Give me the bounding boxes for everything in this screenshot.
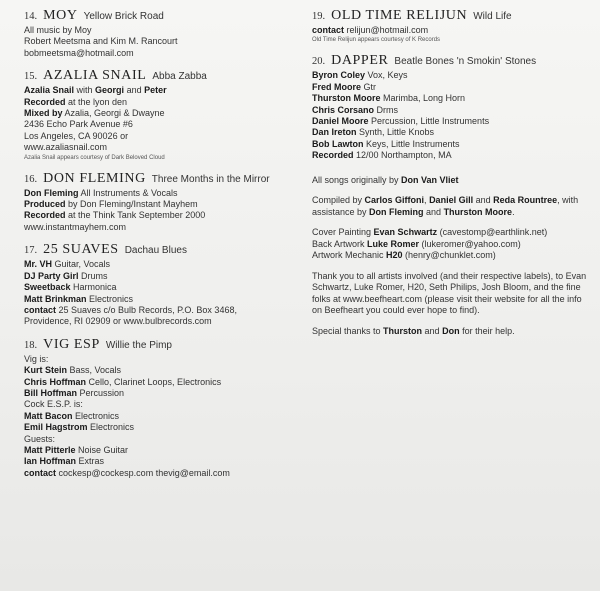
credit-line	[24, 210, 286, 221]
credit-line	[312, 70, 587, 81]
song-title: Yellow Brick Road	[83, 11, 164, 22]
credit-detail: Noise Guitar	[75, 444, 129, 455]
right-column	[312, 8, 587, 347]
track-number: 20.	[312, 56, 326, 68]
artwork-credits	[312, 227, 587, 261]
email-text: (henry@chunklet.com)	[402, 250, 496, 261]
credit-line	[24, 97, 286, 108]
connector-text: and	[124, 85, 145, 96]
songwriter-name: Don Van Vliet	[401, 174, 459, 185]
credit-line	[312, 93, 587, 104]
musician-name: Byron Coley	[312, 70, 366, 81]
credit-line	[312, 127, 587, 138]
website-line: www.azaliasnail.com	[24, 142, 108, 153]
musician-name: Sweetback	[24, 282, 71, 293]
musician-name: Chris Corsano	[312, 104, 375, 115]
assistant-name: Don Fleming	[369, 206, 424, 217]
address-line: Providence, RI 02909 or www.bulbrecords.com	[24, 316, 212, 327]
group-label: Guests:	[24, 433, 56, 444]
musician-name: Bob Lawton	[312, 138, 364, 149]
note-text: and	[422, 326, 443, 337]
track-header	[24, 242, 286, 258]
artist-name: AZALIA SNAIL	[43, 68, 147, 84]
musician-name: Ian Hoffman	[24, 456, 77, 467]
musician-name: Fred Moore	[312, 81, 362, 92]
courtesy-note: Old Time Relijun appears courtesy of K Records	[312, 37, 441, 44]
note-text: and	[423, 206, 444, 217]
credit-role: Mixed by	[24, 108, 63, 119]
song-title: Dachau Blues	[124, 245, 187, 257]
credit-detail: Vox, Keys	[365, 70, 408, 81]
email-line: bobmeetsma@hotmail.com	[24, 47, 134, 58]
artist-name: OLD TIME RELIJUN	[331, 8, 468, 23]
credit-role: Back Artwork	[312, 238, 368, 249]
thanked-name: Don	[442, 326, 460, 337]
credit-line	[24, 271, 286, 282]
track-header	[24, 68, 286, 84]
musician-name: Mr. VH	[24, 259, 53, 270]
credit-line	[24, 188, 286, 199]
credit-role: Artwork Mechanic	[312, 250, 387, 261]
track-header	[24, 8, 286, 24]
compiler-name: Reda Rountree	[493, 195, 558, 206]
track-number: 16.	[24, 173, 38, 185]
track-don-fleming	[24, 171, 286, 234]
credit-line	[312, 116, 587, 127]
compiler-name: Carlos Giffoni	[364, 195, 425, 206]
song-title: Willie the Pimp	[105, 339, 172, 351]
artist-name: DAPPER	[331, 53, 389, 69]
credit-detail: Azalia, Georgi & Dwayne	[62, 108, 165, 119]
song-title: Three Months in the Mirror	[151, 173, 270, 185]
contact-detail: 25 Suaves c/o Bulb Records, P.O. Box 3468,	[56, 304, 237, 315]
credit-detail: Drms	[374, 104, 399, 115]
contact-detail: relijun@hotmail.com	[344, 25, 429, 35]
credit-line	[24, 294, 286, 305]
credit-role: Cover Painting	[312, 227, 374, 238]
track-header	[24, 337, 286, 353]
thank-you-note: Thank you to all artists involved (and their respective labels), to Evan Schwartz, Luke Romer, H20, Seth Philips, Josh Bloom, and the fine folks at www.beefheart.com (please visit their website for all the info on Beefheart you could ever hope to find).	[312, 270, 587, 316]
credit-detail: Electronics	[87, 422, 135, 433]
credit-line	[24, 199, 286, 210]
left-column	[24, 8, 286, 488]
credit-detail: Bass, Vocals	[67, 365, 122, 376]
song-title: Beatle Bones 'n Smokin' Stones	[394, 56, 537, 68]
credit-detail: Percussion	[77, 387, 125, 398]
musician-name: Matt Brinkman	[24, 293, 87, 304]
contact-label: contact	[312, 25, 345, 35]
credit-detail: Gtr	[361, 81, 377, 92]
credit-detail: Electronics	[86, 293, 134, 304]
address-line: Los Angeles, CA 90026 or	[24, 130, 129, 141]
credit-line	[24, 85, 286, 96]
musician-name: Azalia Snail	[24, 85, 75, 96]
musician-name: Peter	[144, 85, 167, 96]
musician-name: Georgi	[95, 85, 125, 96]
credit-detail: 12/00 Northampton, MA	[353, 150, 452, 161]
credit-detail: Cello, Clarinet Loops, Electronics	[86, 376, 222, 387]
musician-name: Daniel Moore	[312, 116, 369, 127]
track-azalia-snail	[24, 68, 286, 161]
website-line: www.instantmayhem.com	[24, 221, 127, 232]
track-number: 18.	[24, 339, 38, 351]
credit-detail: by Don Fleming/Instant Mayhem	[65, 199, 198, 210]
musician-name: Matt Bacon	[24, 410, 73, 421]
artist-name: VIG ESP	[43, 336, 100, 352]
songs-origin-note	[312, 175, 587, 187]
track-number: 17.	[24, 245, 38, 257]
credit-line	[24, 108, 286, 119]
credit-line	[24, 377, 286, 388]
back-artwork-credit	[312, 239, 587, 250]
note-text: and	[473, 195, 494, 206]
musician-name: Dan Ireton	[312, 127, 357, 138]
song-title: Abba Zabba	[152, 71, 207, 83]
artist-name: MOY	[43, 8, 78, 23]
compiler-name: Daniel Gill	[429, 195, 474, 206]
connector-text: with	[74, 85, 96, 96]
musician-name: Don Fleming	[24, 187, 79, 198]
credit-detail: Extras	[76, 456, 105, 467]
track-old-time-relijun	[312, 8, 587, 44]
track-header	[312, 53, 587, 69]
note-text: .	[512, 206, 515, 217]
note-text: ,	[424, 195, 430, 206]
credit-line: All music by Moy	[24, 25, 92, 35]
song-title: Wild Life	[473, 11, 512, 22]
credit-detail: Synth, Little Knobs	[356, 127, 435, 138]
contact-line	[24, 468, 286, 479]
contact-line	[312, 25, 587, 36]
email-text: (lukeromer@yahoo.com)	[419, 238, 521, 249]
contact-detail: cockesp@cockesp.com thevig@email.com	[56, 467, 230, 478]
credit-role: Recorded	[312, 150, 354, 161]
compiled-by-note	[312, 195, 587, 218]
credit-detail: Guitar, Vocals	[52, 259, 111, 270]
artist-credit-name: Evan Schwartz	[373, 227, 438, 238]
credit-detail: Electronics	[72, 410, 120, 421]
credit-role: Recorded	[24, 210, 66, 221]
credit-detail: All Instruments & Vocals	[78, 187, 178, 198]
track-number: 15.	[24, 71, 38, 83]
artist-credit-name: Luke Romer	[367, 238, 420, 249]
credit-detail: at the Think Tank September 2000	[65, 210, 206, 221]
contact-label: contact	[24, 304, 57, 315]
credit-line	[24, 411, 286, 422]
artist-credit-name: H20	[386, 250, 403, 261]
musician-name: DJ Party Girl	[24, 270, 79, 281]
cover-painting-credit	[312, 227, 587, 238]
credit-detail: at the lyon den	[65, 96, 128, 107]
track-header	[24, 171, 286, 187]
track-moy	[24, 8, 286, 59]
artwork-mechanic-credit	[312, 250, 587, 261]
credit-role: Recorded	[24, 96, 66, 107]
credit-detail: Marimba, Long Horn	[380, 93, 466, 104]
group-label: Cock E.S.P. is:	[24, 399, 83, 410]
note-text: Special thanks to	[312, 326, 384, 337]
track-number: 14.	[24, 11, 38, 22]
musician-name: Kurt Stein	[24, 365, 68, 376]
thanked-name: Thurston	[383, 326, 423, 337]
credit-detail: Percussion, Little Instruments	[368, 116, 490, 127]
track-25-suaves	[24, 242, 286, 327]
note-text: , with assistance by	[312, 195, 579, 217]
note-text: Compiled by	[312, 195, 365, 206]
musician-name: Emil Hagstrom	[24, 422, 88, 433]
credit-line	[312, 150, 587, 161]
group-label: Vig is:	[24, 353, 49, 364]
credit-line	[24, 259, 286, 270]
credit-line	[24, 445, 286, 456]
track-dapper	[312, 53, 587, 161]
musician-name: Bill Hoffman	[24, 387, 77, 398]
credit-detail: Keys, Little Instruments	[363, 138, 460, 149]
credit-line	[24, 456, 286, 467]
note-text: for their help.	[459, 326, 515, 337]
note-text: All songs originally by	[312, 174, 402, 185]
credit-line	[24, 422, 286, 433]
email-text: (cavestomp@earthlink.net)	[437, 227, 548, 238]
artist-name: 25 SUAVES	[43, 242, 119, 258]
credit-line	[24, 282, 286, 293]
credit-line	[24, 388, 286, 399]
contact-label: contact	[24, 467, 57, 478]
address-line: 2436 Echo Park Avenue #6	[24, 119, 133, 130]
credit-detail: Drums	[78, 270, 108, 281]
track-number: 19.	[312, 11, 326, 22]
credit-detail: Harmonica	[70, 282, 117, 293]
artist-name: DON FLEMING	[43, 170, 146, 186]
credit-line	[312, 139, 587, 150]
musician-name: Matt Pitterle	[24, 444, 76, 455]
credit-line	[312, 105, 587, 116]
contact-line	[24, 305, 286, 316]
musician-name: Thurston Moore	[312, 93, 381, 104]
track-vig-esp	[24, 337, 286, 479]
courtesy-note: Azalia Snail appears courtesy of Dark Beloved Cloud	[24, 154, 165, 161]
assistant-name: Thurston Moore	[443, 206, 513, 217]
musician-name: Chris Hoffman	[24, 376, 87, 387]
special-thanks-note	[312, 326, 587, 338]
track-header	[312, 8, 587, 24]
credit-line: Robert Meetsma and Kim M. Rancourt	[24, 36, 178, 47]
credit-line	[312, 82, 587, 93]
credit-role: Produced	[24, 199, 66, 210]
credit-line	[24, 365, 286, 376]
